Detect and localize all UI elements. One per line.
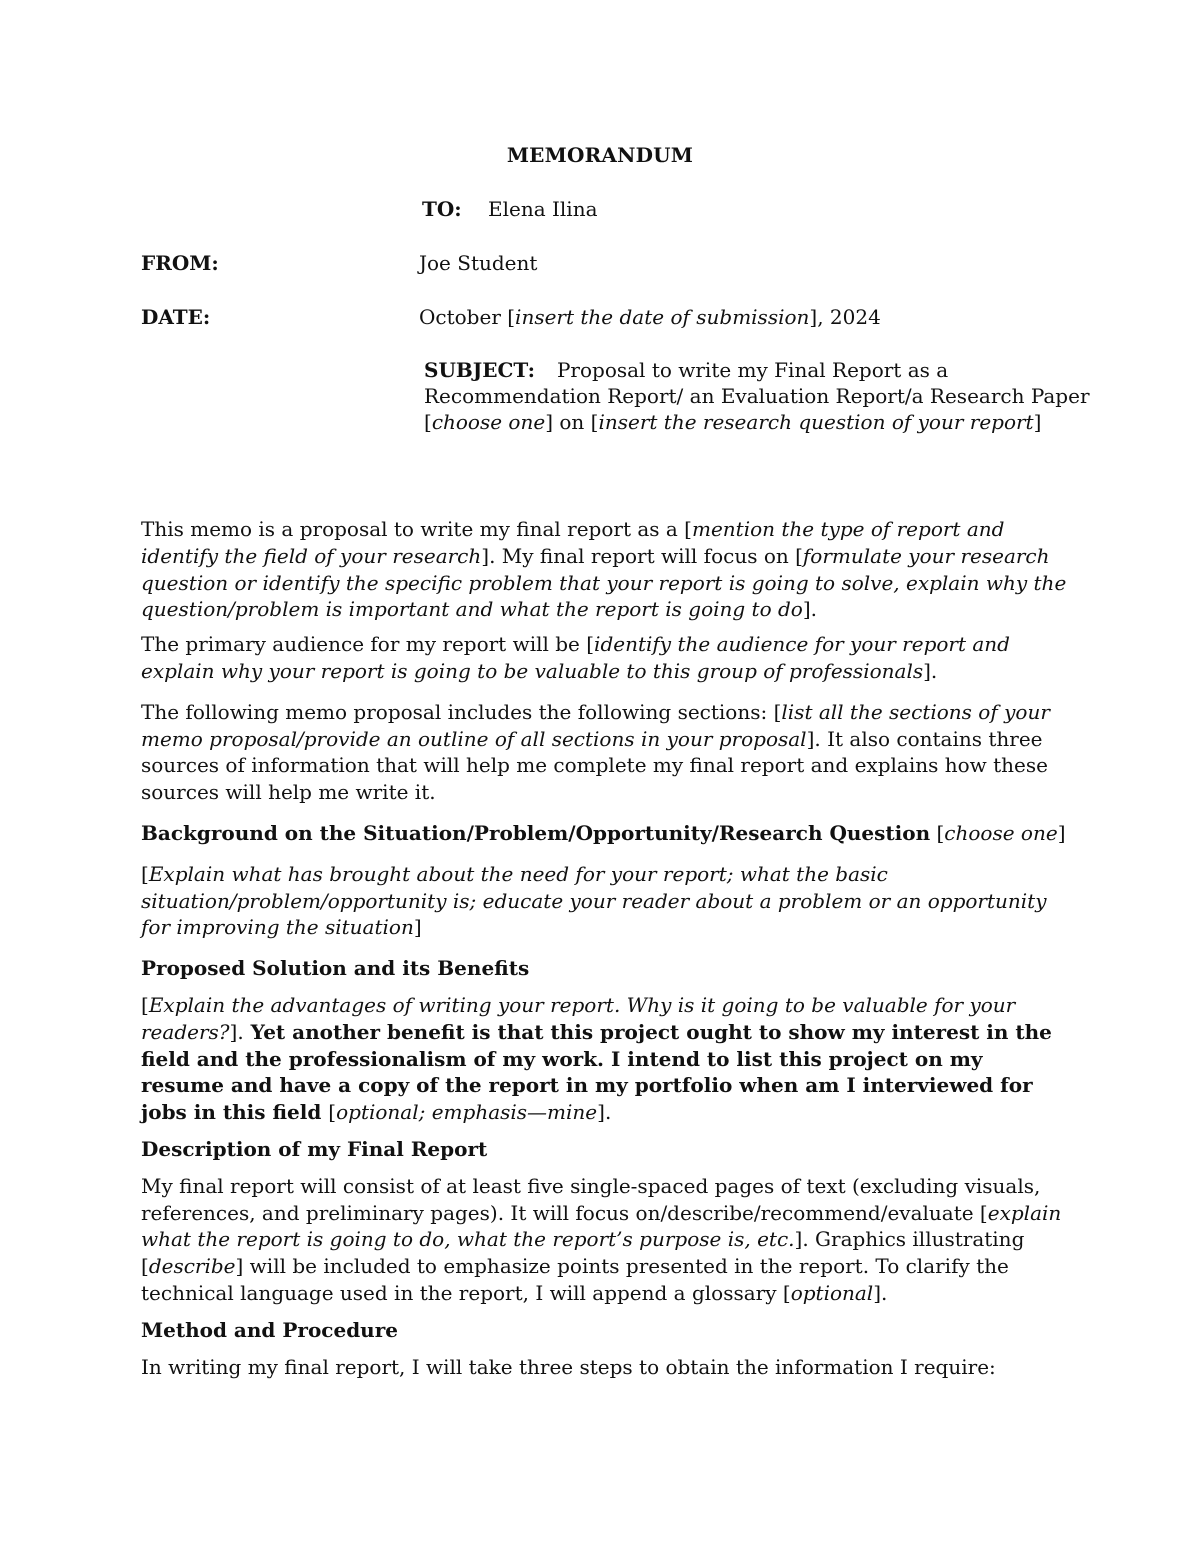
solution-paragraph: [Explain the advantages of writing your report. Why is it going to be valuable for your readers?]. Yet another benefit is that this project ought to show my interest in the field and the professionalism of my work. I intend to list this project on my resume and have a copy of the report in my portfolio when am I interviewed for jobs in this field [optional; emphasis—mine]. (141, 992, 1052, 1125)
from-label: FROM: (141, 251, 219, 275)
to-line (422, 196, 598, 222)
description-paragraph: My final report will consist of at least five single-spaced pages of text (excluding visuals, references, and preliminary pages). It will focus on/describe/recommend/evaluate [explain what the report is going to do, what the report’s purpose is, etc.]. Graphics illustrating [describe] will be included to emphasize points presented in the report. To clarify the technical language used in the report, I will append a glossary [optional]. (141, 1173, 1062, 1305)
subject-question: insert the research question of your report (598, 410, 1034, 434)
solution-heading: Proposed Solution and its Benefits (141, 956, 530, 981)
background-heading: Background on the Situation/Problem/Opportunity/Research Question [choose one] (141, 820, 1066, 845)
subject-label: SUBJECT: (424, 358, 535, 382)
subject-block: SUBJECT: Proposal to write my Final Report as a Recommendation Report/ an Evaluation Report/a Research Paper [choose one] on [insert the research question of your report] (424, 358, 1090, 434)
description-heading: Description of my Final Report (141, 1136, 488, 1161)
memo-body (141, 516, 1071, 1390)
date-value: October [insert the date of submission], 2024 (419, 305, 881, 329)
date-placeholder: insert the date of submission (515, 305, 810, 329)
audience-paragraph: The primary audience for my report will be [identify the audience for your report and explain why your report is going to be valuable to this group of professionals]. (141, 632, 1010, 683)
subject-text: Proposal to write my Final Report as a Recommendation Report/ an Evaluation Report/a Research Paper [ (424, 358, 1090, 434)
memo-title: MEMORANDUM (506, 143, 694, 167)
intro-paragraph: This memo is a proposal to write my final report as a [mention the type of report and identify the field of your research]. My final report will focus on [formulate your research question or identify the specific problem that your report is going to solve, explain why the question/problem is important and what the report is going to do]. (141, 517, 1067, 622)
method-heading: Method and Procedure (141, 1317, 398, 1342)
sections-paragraph: The following memo proposal includes the following sections: [list all the sections of your memo proposal/provide an outline of all sections in your proposal]. It also contains three sources of information that will help me complete my final report and explains how these sources will help me write it. (141, 699, 1050, 805)
from-value: Joe Student (419, 251, 538, 275)
method-paragraph: In writing my final report, I will take three steps to obtain the information I require: (141, 1354, 996, 1379)
date-label: DATE: (141, 305, 211, 329)
background-paragraph: [Explain what has brought about the need for your report; what the basic situation/problem/opportunity is; educate your reader about a problem or an opportunity for improving the situation] (141, 861, 1047, 940)
to-value: Elena Ilina (488, 197, 598, 221)
to-label: TO: (422, 197, 462, 221)
